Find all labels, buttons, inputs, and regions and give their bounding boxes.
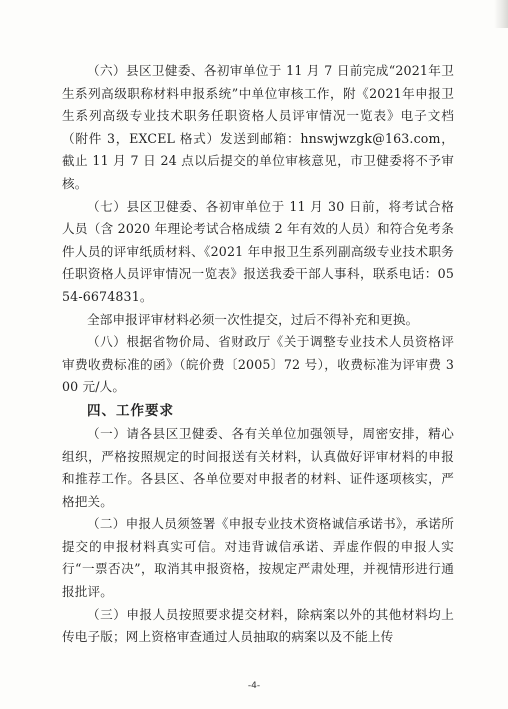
paragraph-submission-note: 全部申报评审材料必须一次性提交，过后不得补充和更换。 — [87, 311, 419, 327]
paragraph-item-7: （七）县区卫健委、各初审单位于 11 月 30 日前，将考试合格人员（含 2020 年理论考试合格成绩 2 年有效的人员）和符合免考条件人员的评审纸质材料、《2021 年申报卫生系列副高级专业技术职务任职资格人员评审情况一览表》报送我委干部人事科，联系电话：0554-6674831。 — [62, 198, 454, 304]
paragraph-requirement-3: （三）申报人员按照要求提交材料，除病案以外的其他材料均上传电子版；网上资格审查通过人员抽取的病案以及不能上传 — [62, 606, 454, 645]
paragraph-item-6: （六）县区卫健委、各初审单位于 11 月 7 日前完成“2021年卫生系列高级职称材料申报系统”中单位审核工作，附《2021年申报卫生系列高级专业技术职务任职资格人员评审情况一览表》电子文档（附件 3，EXCEL 格式）发送到邮箱：hnswjwzgk@163.com，截止 11 月 7 日 24 点以后提交的单位审核意见，市卫健委将不予审核。 — [62, 63, 454, 191]
document-body — [62, 60, 454, 649]
section-heading: 四、工作要求 — [87, 402, 174, 419]
paragraph-requirement-1: （一）请各县区卫健委、各有关单位加强领导，周密安排，精心组织，严格按照规定的时间报送有关材料，认真做好评审材料的申报和推荐工作。各县区、各单位要对申报者的材料、证件逐项核实，严格把关。 — [62, 425, 454, 509]
paragraph-item-8: （八）根据省物价局、省财政厅《关于调整专业技术人员资格评审费收费标准的函》（皖价费〔2005〕72 号），收费标准为评审费 300 元/人。 — [62, 334, 454, 395]
paragraph-requirement-2: （二）申报人员须签署《申报专业技术资格诚信承诺书》，承诺所提交的申报材料真实可信。对违背诚信承诺、弄虚作假的申报人实行“一票否决”，取消其申报资格，按规定严肃处理，并视情形进行通报批评。 — [62, 516, 454, 600]
page-number: -4- — [247, 681, 261, 691]
scan-shadow — [494, 0, 508, 28]
